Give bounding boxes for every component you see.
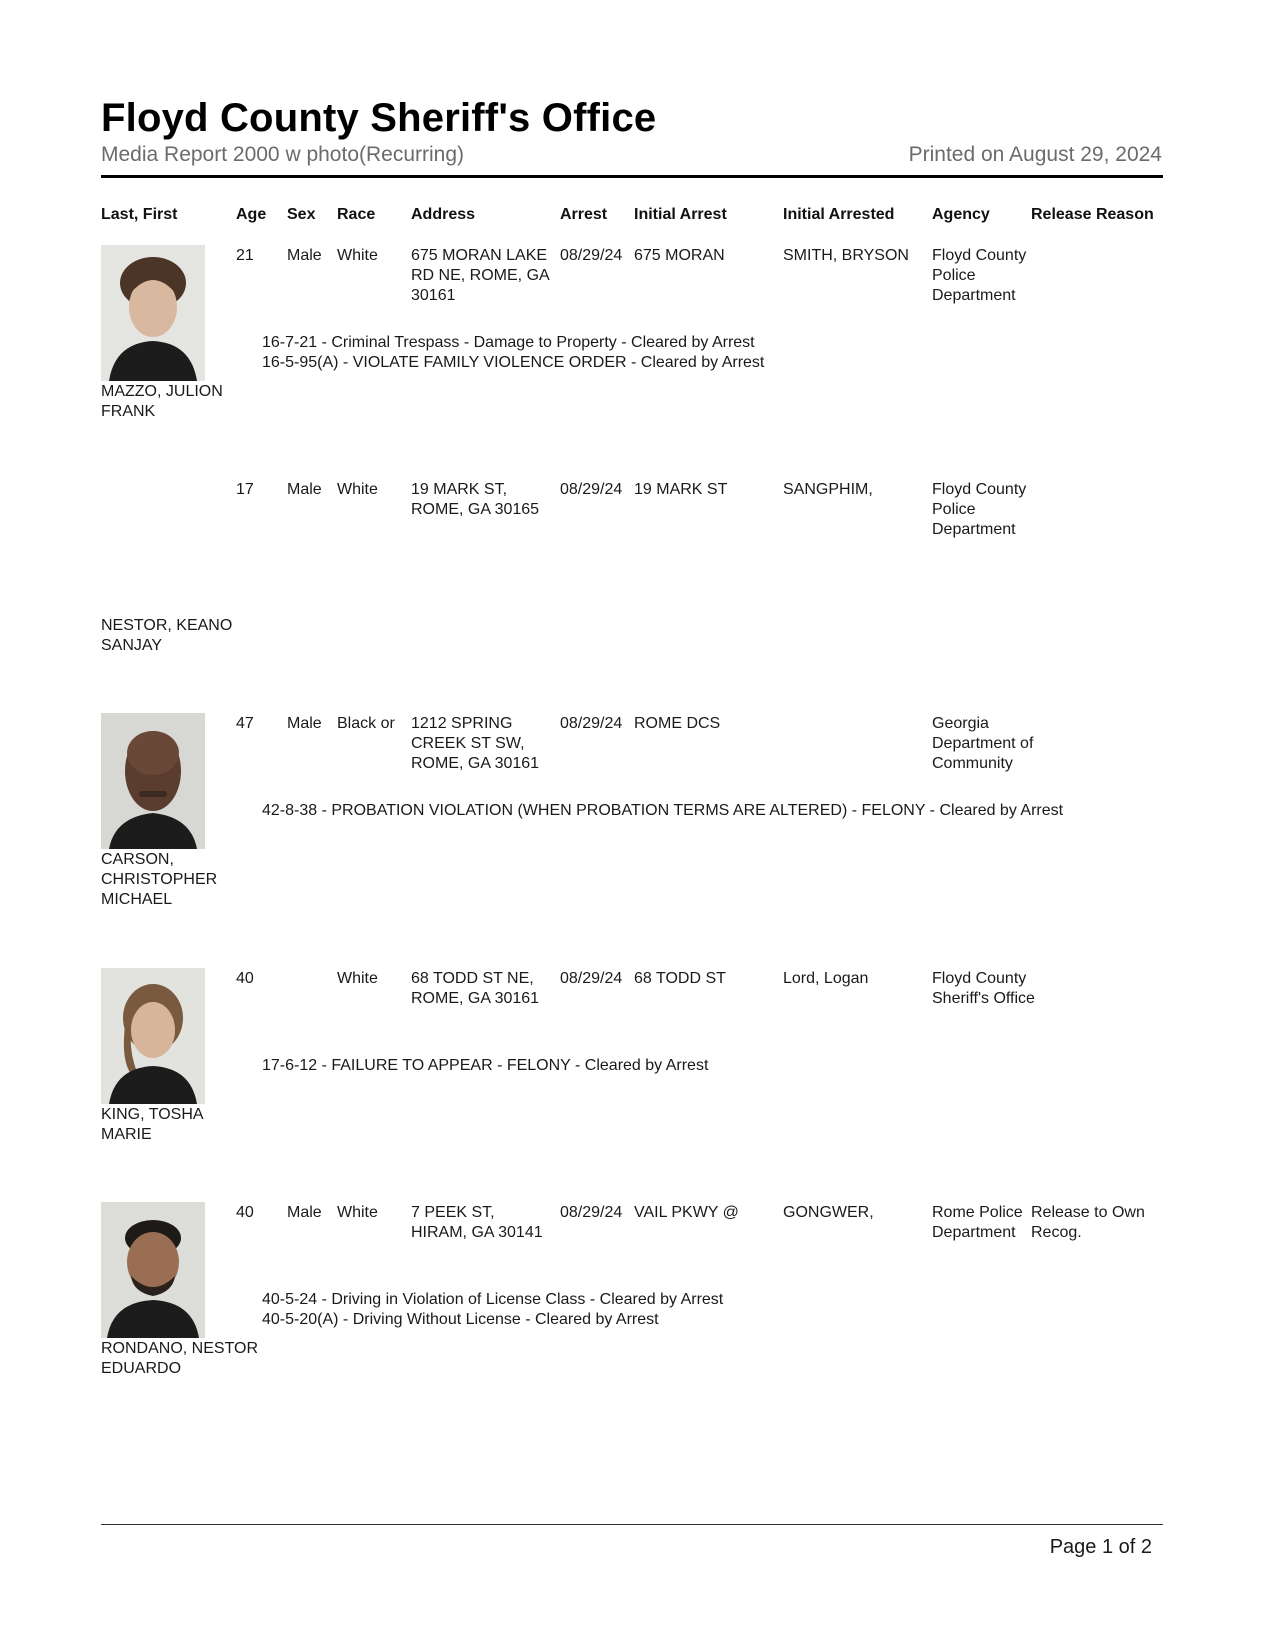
record-sex: Male: [287, 481, 322, 498]
col-header-release-reason: Release Reason: [1031, 206, 1154, 223]
record-address: 68 TODD ST NE, ROME, GA 30161: [411, 970, 540, 1007]
record-age: 17: [236, 481, 254, 498]
record-agency: Georgia Department of Community: [932, 715, 1034, 772]
record-race: White: [337, 481, 378, 498]
mugshot-photo: [101, 245, 205, 381]
record-age: 47: [236, 715, 254, 732]
record-initial-arrest: 675 MORAN: [634, 247, 725, 264]
record-agency: Floyd County Police Department: [932, 247, 1027, 304]
record-initial-arrested: Lord, Logan: [783, 970, 869, 987]
record-charge: 40-5-24 - Driving in Violation of License Class - Cleared by Arrest: [262, 1291, 724, 1308]
record-initial-arrested: SANGPHIM,: [783, 481, 873, 498]
col-header-agency: Agency: [932, 206, 990, 223]
col-header-initial-arrest: Initial Arrest: [634, 206, 727, 223]
mugshot-photo: [101, 1202, 205, 1338]
record-sex: Male: [287, 1204, 322, 1221]
record-address: 675 MORAN LAKE RD NE, ROME, GA 30161: [411, 247, 549, 304]
col-header-arrest: Arrest: [560, 206, 608, 223]
record-arrest-date: 08/29/24: [560, 715, 623, 732]
col-header-race: Race: [337, 206, 376, 223]
report-title: Floyd County Sheriff's Office: [101, 96, 657, 140]
record-name: RONDANO, NESTOR EDUARDO: [101, 1340, 259, 1377]
page-number: Page 1 of 2: [1049, 1536, 1152, 1558]
record-arrest-date: 08/29/24: [560, 970, 623, 987]
report-subtitle: Media Report 2000 w photo(Recurring): [101, 143, 465, 166]
col-header-age: Age: [236, 206, 267, 223]
record-release-reason: Release to Own Recog.: [1031, 1204, 1145, 1241]
mugshot-photo: [101, 968, 205, 1104]
printed-date: Printed on August 29, 2024: [908, 143, 1162, 166]
record-charge: 16-7-21 - Criminal Trespass - Damage to Property - Cleared by Arrest: [262, 334, 755, 351]
record-age: 40: [236, 970, 254, 987]
record-initial-arrest: VAIL PKWY @: [634, 1204, 739, 1221]
record-address: 1212 SPRING CREEK ST SW, ROME, GA 30161: [411, 715, 540, 772]
footer-divider: [101, 1524, 1163, 1525]
record-agency: Rome Police Department: [932, 1204, 1023, 1241]
record-address: 7 PEEK ST, HIRAM, GA 30141: [411, 1204, 543, 1241]
record-initial-arrested: GONGWER,: [783, 1204, 874, 1221]
record-race: White: [337, 247, 378, 264]
record-name: KING, TOSHA MARIE: [101, 1106, 203, 1143]
header-divider: [101, 175, 1163, 178]
record-initial-arrest: ROME DCS: [634, 715, 721, 732]
record-race: White: [337, 1204, 378, 1221]
record-charge: 42-8-38 - PROBATION VIOLATION (WHEN PROBATION TERMS ARE ALTERED) - FELONY - Cleared by Arrest: [262, 802, 1064, 819]
record-charge: 16-5-95(A) - VIOLATE FAMILY VIOLENCE ORDER - Cleared by Arrest: [262, 354, 765, 371]
record-name: MAZZO, JULION FRANK: [101, 383, 223, 420]
record-age: 21: [236, 247, 254, 264]
record-race: Black or: [337, 715, 395, 732]
col-header-initial-arrested: Initial Arrested: [783, 206, 895, 223]
record-agency: Floyd County Police Department: [932, 481, 1027, 538]
record-arrest-date: 08/29/24: [560, 481, 623, 498]
col-header-name: Last, First: [101, 206, 178, 223]
record-sex: Male: [287, 715, 322, 732]
record-name: CARSON, CHRISTOPHER MICHAEL: [101, 851, 218, 908]
record-name: NESTOR, KEANO SANJAY: [101, 617, 233, 654]
record-arrest-date: 08/29/24: [560, 247, 623, 264]
record-sex: Male: [287, 247, 322, 264]
mugshot-photo: [101, 713, 205, 849]
record-initial-arrested: SMITH, BRYSON: [783, 247, 909, 264]
record-age: 40: [236, 1204, 254, 1221]
record-arrest-date: 08/29/24: [560, 1204, 623, 1221]
record-agency: Floyd County Sheriff's Office: [932, 970, 1035, 1007]
record-initial-arrest: 68 TODD ST: [634, 970, 726, 987]
col-header-sex: Sex: [287, 206, 316, 223]
record-address: 19 MARK ST, ROME, GA 30165: [411, 481, 540, 518]
record-charge: 40-5-20(A) - Driving Without License - Cleared by Arrest: [262, 1311, 659, 1328]
record-initial-arrest: 19 MARK ST: [634, 481, 728, 498]
record-race: White: [337, 970, 378, 987]
col-header-address: Address: [411, 206, 476, 223]
record-charge: 17-6-12 - FAILURE TO APPEAR - FELONY - Cleared by Arrest: [262, 1057, 709, 1074]
